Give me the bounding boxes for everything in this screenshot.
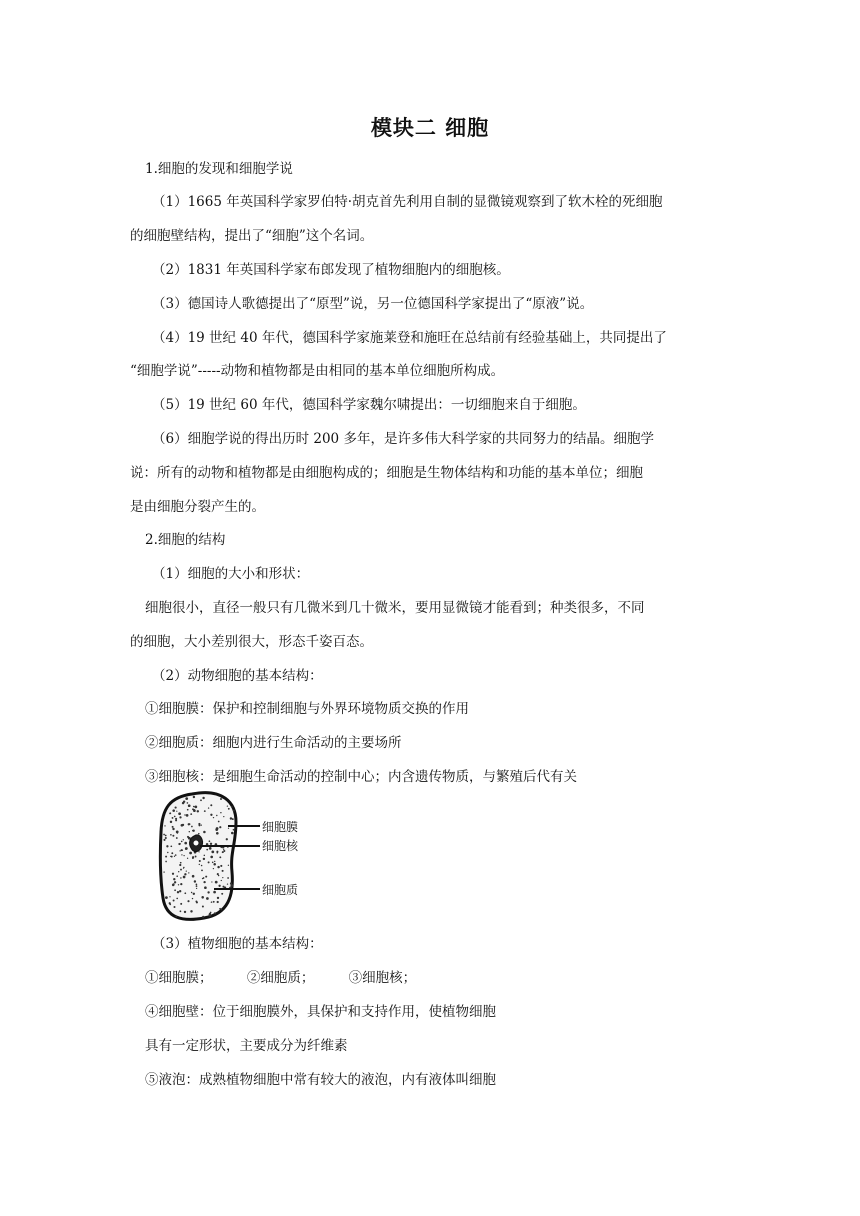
cytoplasm-dot [176, 875, 178, 877]
paragraph-line: ①细胞膜； ②细胞质； ③细胞核； [145, 970, 417, 986]
cytoplasm-dot [175, 915, 177, 917]
cytoplasm-dot [223, 816, 224, 817]
cytoplasm-dot [199, 860, 201, 862]
paragraph-line: （5）19 世纪 60 年代，德国科学家魏尔啸提出：一切细胞来自于细胞。 [152, 397, 586, 413]
cytoplasm-dot [219, 908, 221, 910]
section-heading-1: 1.细胞的发现和细胞学说 [145, 161, 293, 177]
cytoplasm-dot [215, 828, 218, 831]
cytoplasm-dot [176, 831, 179, 834]
cytoplasm-dot [165, 861, 167, 863]
cytoplasm-dot [167, 852, 168, 853]
cytoplasm-dot [205, 876, 207, 878]
cytoplasm-dot [219, 856, 221, 858]
cytoplasm-dot [176, 837, 178, 839]
cytoplasm-dot [183, 876, 186, 879]
cytoplasm-dot [206, 897, 209, 900]
cytoplasm-dot [190, 910, 192, 912]
cytoplasm-dot [188, 872, 189, 873]
cytoplasm-dot [204, 886, 207, 889]
cytoplasm-dot [190, 813, 192, 815]
cytoplasm-dot [217, 901, 219, 903]
cytoplasm-dot [170, 821, 172, 823]
cytoplasm-dot [169, 904, 171, 906]
cytoplasm-dot [201, 869, 203, 871]
cytoplasm-dot [193, 796, 195, 798]
cytoplasm-dot [163, 839, 165, 841]
cytoplasm-dot [212, 862, 214, 864]
cytoplasm-dot [226, 838, 228, 840]
cytoplasm-dot [175, 854, 177, 856]
cytoplasm-dot [192, 875, 195, 878]
cytoplasm-dot [217, 866, 219, 868]
cytoplasm-dot [196, 888, 197, 889]
cytoplasm-dot [172, 835, 174, 837]
cytoplasm-dot [230, 817, 232, 819]
cytoplasm-dot [213, 817, 214, 818]
cytoplasm-dot [183, 855, 184, 856]
cytoplasm-dot [199, 851, 200, 852]
cytoplasm-dot [220, 812, 221, 813]
cytoplasm-dot [202, 916, 204, 918]
cytoplasm-dot [180, 883, 182, 885]
cytoplasm-dot [213, 891, 216, 894]
label-membrane: 细胞膜 [262, 820, 299, 834]
cytoplasm-dot [231, 806, 233, 808]
cytoplasm-dot [208, 807, 209, 808]
cytoplasm-dot [210, 843, 212, 845]
paragraph-line: （6）细胞学说的得出历时 200 多年，是许多伟大科学家的共同努力的结晶。细胞学 [152, 431, 654, 447]
cytoplasm-dot [184, 873, 186, 875]
cytoplasm-dot [170, 845, 172, 847]
cytoplasm-dot [164, 825, 165, 826]
cytoplasm-dot [210, 804, 212, 806]
page-title: 模块二 细胞 [370, 116, 490, 140]
cytoplasm-dot [185, 847, 188, 850]
cytoplasm-dot [233, 810, 235, 812]
cytoplasm-dot [222, 877, 223, 878]
cytoplasm-dot [231, 884, 234, 887]
cytoplasm-dot [228, 808, 230, 810]
cytoplasm-dot [211, 881, 212, 882]
cytoplasm-dot [163, 834, 165, 836]
cytoplasm-dot [180, 862, 182, 864]
cytoplasm-dot [189, 852, 192, 855]
cytoplasm-dot [187, 900, 189, 902]
cytoplasm-dot [201, 825, 202, 826]
label-cytoplasm: 细胞质 [262, 883, 299, 897]
cytoplasm-dot [233, 829, 235, 831]
cytoplasm-dot [169, 813, 170, 814]
cytoplasm-dot [210, 814, 212, 816]
cytoplasm-dot [175, 807, 177, 809]
cytoplasm-dot [206, 849, 208, 851]
paragraph-line: ②细胞质：细胞内进行生命活动的主要场所 [145, 735, 402, 751]
cytoplasm-dot [231, 832, 234, 835]
cytoplasm-dot [165, 896, 168, 899]
cytoplasm-dot [213, 863, 216, 866]
cytoplasm-dot [174, 889, 176, 891]
cytoplasm-dot [196, 884, 198, 886]
cytoplasm-dot [166, 845, 168, 847]
cytoplasm-dot [180, 877, 181, 878]
cytoplasm-dot [191, 826, 193, 828]
cytoplasm-dot [194, 880, 196, 882]
paragraph-line: （4）19 世纪 40 年代，德国科学家施莱登和施旺在总结前有经验基础上，共同提出了 [152, 330, 667, 346]
cytoplasm-dot [172, 809, 175, 812]
cytoplasm-dot [193, 809, 195, 811]
paragraph-line: 具有一定形状，主要成分为纤维素 [145, 1038, 348, 1054]
cytoplasm-dot [227, 883, 228, 884]
cytoplasm-dot [202, 905, 204, 907]
cytoplasm-dot [204, 810, 206, 812]
cytoplasm-dot [180, 869, 182, 871]
cytoplasm-dot [174, 881, 176, 883]
cytoplasm-dot [220, 798, 222, 800]
cytoplasm-dot [183, 868, 184, 869]
cytoplasm-dot [198, 824, 200, 826]
cytoplasm-dot [192, 856, 194, 858]
paragraph-line: （2）动物细胞的基本结构： [152, 668, 323, 684]
cytoplasm-dot [192, 830, 193, 831]
cytoplasm-dot [173, 883, 175, 885]
cytoplasm-dot [195, 900, 197, 902]
cytoplasm-dot [180, 903, 182, 905]
cytoplasm-dot [227, 877, 229, 879]
paragraph-line: 是由细胞分裂产生的。 [130, 499, 265, 515]
cytoplasm-dot [223, 849, 224, 850]
cytoplasm-dot [181, 841, 183, 843]
cytoplasm-dot [187, 809, 189, 811]
cytoplasm-dot [172, 873, 174, 875]
cytoplasm-dot [228, 828, 229, 829]
cytoplasm-dot [179, 864, 181, 866]
paragraph-line: （1）1665 年英国科学家罗伯特·胡克首先利用自制的显微镜观察到了软木栓的死细胞 [152, 194, 663, 210]
cytoplasm-dot [203, 881, 205, 883]
cytoplasm-dot [210, 856, 213, 859]
cytoplasm-dot [209, 913, 211, 915]
cytoplasm-dot [179, 850, 180, 851]
paragraph-line: “细胞学说”-----动物和植物都是由相同的基本单位细胞所构成。 [130, 363, 505, 379]
paragraph-line: ⑤液泡：成熟植物细胞中常有较大的液泡，内有液体叫细胞 [145, 1072, 496, 1088]
cytoplasm-dot [220, 865, 222, 867]
cytoplasm-dot [216, 832, 219, 835]
cytoplasm-dot [202, 797, 204, 799]
cytoplasm-dot [196, 885, 198, 887]
cytoplasm-dot [187, 802, 189, 804]
cytoplasm-dot [203, 858, 205, 860]
cytoplasm-dot [165, 837, 167, 839]
cytoplasm-dot [165, 856, 167, 858]
cytoplasm-dot [174, 816, 176, 818]
cytoplasm-dot [183, 839, 184, 840]
cytoplasm-dot [179, 843, 180, 844]
cytoplasm-dot [203, 831, 206, 834]
cytoplasm-dot [201, 896, 204, 899]
cytoplasm-dot [222, 870, 224, 872]
cytoplasm-dot [209, 840, 211, 842]
cytoplasm-dot [185, 797, 188, 800]
cytoplasm-dot [193, 806, 195, 808]
cytoplasm-dot [228, 865, 229, 866]
cytoplasm-dot [214, 861, 215, 862]
cytoplasm-dot [213, 868, 214, 869]
cytoplasm-dot [183, 800, 185, 802]
cytoplasm-dot [221, 880, 222, 881]
cytoplasm-dot [200, 799, 202, 801]
cytoplasm-dot [177, 891, 179, 893]
cytoplasm-dot [179, 816, 181, 818]
cytoplasm-dot [194, 806, 197, 809]
cytoplasm-dot [184, 911, 186, 913]
cytoplasm-dot [193, 893, 195, 895]
cytoplasm-dot [217, 852, 219, 854]
cytoplasm-dot [179, 890, 181, 892]
cytoplasm-dot [218, 875, 219, 876]
label-nucleus: 细胞核 [262, 839, 299, 853]
paragraph-line: （3）德国诗人歌德提出了“原型”说，另一位德国科学家提出了“原液”说。 [152, 296, 594, 312]
cytoplasm-dot [188, 823, 190, 825]
cytoplasm-dot [176, 811, 177, 812]
cytoplasm-dot [170, 834, 172, 836]
cytoplasm-dot [197, 810, 199, 812]
paragraph-line: 的细胞壁结构，提出了“细胞”这个名词。 [130, 228, 374, 244]
paragraph-line: ①细胞膜：保护和控制细胞与外界环境物质交换的作用 [145, 701, 469, 717]
cytoplasm-dot [189, 831, 190, 832]
cytoplasm-dot [198, 833, 200, 835]
cytoplasm-dot [218, 821, 220, 823]
cytoplasm-dot [217, 897, 219, 899]
section-heading-2: 2.细胞的结构 [145, 532, 226, 548]
cytoplasm-dot [176, 898, 178, 900]
cytoplasm-dot [184, 842, 187, 845]
cytoplasm-dot [187, 858, 188, 859]
paragraph-line: 细胞很小，直径一般只有几微米到几十微米，要用显微镜才能看到；种类很多，不同 [145, 600, 645, 616]
paragraph-line: 的细胞，大小差别很大，形态千姿百态。 [130, 634, 373, 650]
cytoplasm-dot [178, 884, 179, 885]
cytoplasm-dot [174, 856, 175, 857]
cytoplasm-dot [232, 818, 234, 820]
cytoplasm-dot [221, 893, 223, 895]
cytoplasm-dot [175, 818, 177, 820]
paragraph-line: （1）细胞的大小和形状： [152, 566, 310, 582]
cytoplasm-dot [173, 906, 175, 908]
cytoplasm-dot [199, 864, 200, 865]
cytoplasm-dot [215, 881, 218, 884]
cytoplasm-dot [171, 852, 173, 854]
paragraph-line: （2）1831 年英国科学家布郎发现了植物细胞内的细胞核。 [152, 262, 510, 278]
cytoplasm-dot [195, 856, 197, 858]
nucleolus [194, 841, 199, 846]
cytoplasm-dot [217, 873, 219, 875]
cytoplasm-dot [214, 912, 216, 914]
cytoplasm-dot [170, 856, 171, 857]
cytoplasm-dot [186, 870, 187, 871]
cytoplasm-dot [222, 851, 224, 853]
animal-cell-diagram [152, 788, 322, 926]
cytoplasm-dot [191, 892, 192, 893]
cytoplasm-dot [213, 901, 215, 903]
cytoplasm-dot [216, 815, 217, 816]
cytoplasm-dot [202, 878, 203, 879]
cytoplasm-dot [209, 847, 212, 850]
cytoplasm-dot [181, 825, 182, 826]
cytoplasm-dot [227, 805, 228, 806]
cytoplasm-dot [172, 817, 174, 819]
cytoplasm-dot [181, 854, 182, 855]
cytoplasm-dot [184, 814, 185, 815]
cytoplasm-dot [218, 885, 220, 887]
cytoplasm-dot [201, 865, 203, 867]
cytoplasm-dot [204, 855, 205, 856]
cytoplasm-dot [169, 896, 170, 897]
cytoplasm-dot [192, 898, 193, 899]
paragraph-line: ③细胞核：是细胞生命活动的控制中心；内含遗传物质，与繁殖后代有关 [145, 769, 577, 785]
cytoplasm-dot [182, 850, 183, 851]
cytoplasm-dot [165, 835, 167, 837]
cytoplasm-dot [172, 828, 174, 830]
cytoplasm-dot [186, 814, 189, 817]
cytoplasm-dot [173, 878, 175, 880]
cytoplasm-dot [172, 826, 174, 828]
paragraph-line: （3）植物细胞的基本结构： [152, 936, 323, 952]
cytoplasm-dot [173, 900, 175, 902]
paragraph-line: 说：所有的动物和植物都是由细胞构成的；细胞是生物体结构和功能的基本单位；细胞 [130, 465, 643, 481]
cytoplasm-dot [178, 871, 179, 872]
cytoplasm-dot [219, 826, 221, 828]
cytoplasm-dot [208, 861, 210, 863]
cytoplasm-dot [211, 851, 214, 854]
cytoplasm-dot [178, 812, 181, 815]
cytoplasm-dot [188, 804, 191, 807]
paragraph-line: ④细胞壁：位于细胞膜外，具保护和支持作用，使植物细胞 [145, 1004, 496, 1020]
cytoplasm-dot [211, 901, 213, 903]
cytoplasm-dot [163, 871, 164, 872]
cytoplasm-dot [184, 892, 186, 894]
cytoplasm-dot [207, 891, 209, 893]
cytoplasm-dot [180, 910, 182, 912]
